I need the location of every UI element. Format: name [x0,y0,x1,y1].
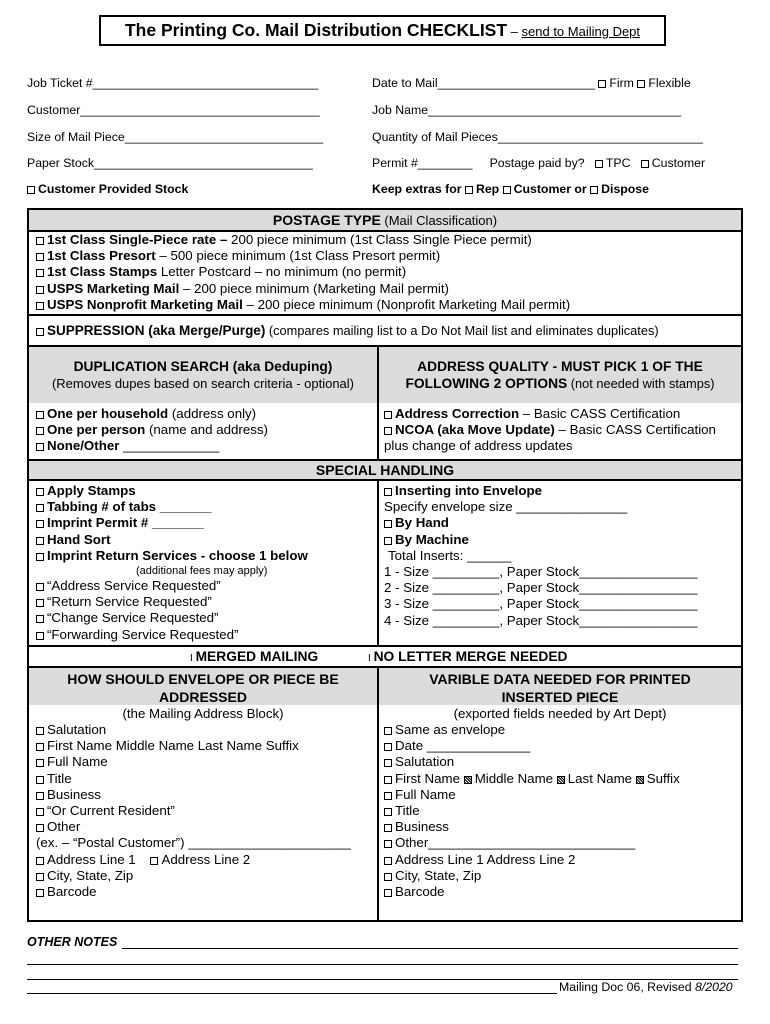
checkbox-icon[interactable] [384,808,392,816]
no-merge-option[interactable]: I NO LETTER MERGE NEEDED [368,649,568,664]
checkbox-icon[interactable] [465,186,473,194]
checkbox-icon[interactable] [384,488,392,496]
address-quality-option[interactable]: NCOA (aka Move Update) – Basic CASS Certification [384,422,716,438]
variable-field-option[interactable]: Salutation [384,754,680,770]
checkbox-icon[interactable] [384,873,392,881]
return-service-option[interactable]: “Forwarding Service Requested” [36,627,308,643]
divider [27,645,743,647]
special-option[interactable]: Apply Stamps [36,483,308,499]
merged-mailing-option[interactable]: I MERGED MAILING [190,649,319,664]
checkbox-icon[interactable] [36,824,44,832]
flexible-label: Flexible [648,76,691,90]
dedup-option[interactable]: One per person (name and address) [36,422,268,438]
checkbox-icon[interactable] [36,286,44,294]
checkbox-icon[interactable] [36,269,44,277]
insert-row[interactable]: 4 - Size _________, Paper Stock________________ [384,612,698,628]
address-quality-continuation: plus change of address updates [384,438,573,454]
checkbox-icon[interactable] [384,776,392,784]
firm-label: Firm [609,76,634,90]
dedup-option[interactable]: One per household (address only) [36,406,268,422]
address-field-option[interactable]: City, State, Zip [36,868,351,884]
checkbox-icon[interactable] [36,427,44,435]
checkbox-icon[interactable] [36,443,44,451]
checkbox-icon[interactable] [36,504,44,512]
notes-line[interactable] [27,993,557,994]
job-name-field[interactable]: Job Name_____________________________________ [372,103,682,117]
checkbox-icon[interactable] [36,302,44,310]
checkbox-icon[interactable] [384,537,392,545]
variable-field-option[interactable]: Same as envelope [384,722,680,738]
special-option[interactable]: Hand Sort [36,532,308,548]
addressed-title: HOW SHOULD ENVELOPE OR PIECE BE [67,671,339,687]
rep-label: Rep [475,182,500,196]
checkbox-icon[interactable] [384,857,392,865]
divider [27,479,743,481]
other-notes-label: OTHER NOTES [27,935,118,949]
by-hand-option[interactable]: By Hand [384,515,697,531]
job-ticket-field[interactable]: Job Ticket #_________________________________ [27,76,319,90]
addressed-list [36,722,351,900]
dedup-header [29,347,377,403]
checkbox-icon[interactable] [36,411,44,419]
permit-field[interactable]: Permit #________ [372,156,473,170]
page-title: The Printing Co. Mail Distribution CHECKLIST [124,20,508,40]
customer-provided-stock-option[interactable] [27,182,188,196]
checkbox-icon[interactable] [36,253,44,261]
addressed-header [29,668,377,705]
variable-header [379,668,741,705]
checkbox-icon[interactable] [384,824,392,832]
variable-title-2: INSERTED PIECE [501,689,619,705]
checkbox-icon[interactable] [590,186,598,194]
variable-address-options[interactable]: Address Line 1 Address Line 2 [384,852,680,868]
customer-option-label: Customer [651,156,706,170]
variable-field-option[interactable]: Barcode [384,884,680,900]
checkbox-icon[interactable] [36,776,44,784]
special-left-list [36,483,308,643]
keep-extras-label: Keep extras for [372,182,462,196]
dedup-subtitle: (Removes dupes based on search criteria - optional) [51,376,355,391]
address-field-option[interactable]: Full Name [36,754,351,770]
envelope-size-field[interactable]: Specify envelope size _______________ [384,499,628,515]
checkbox-icon[interactable] [36,553,44,561]
checkbox-icon[interactable] [384,759,392,767]
dispose-label: Dispose [601,182,649,196]
size-of-mail-piece-field[interactable]: Size of Mail Piece_____________________________ [27,130,324,144]
by-machine-option[interactable]: By Machine [384,532,697,548]
return-service-option[interactable]: “Change Service Requested” [36,610,308,626]
subtitle-text: send to Mailing Dept [521,24,641,39]
fees-note: (additional fees may apply) [136,565,268,578]
addressed-title-2: ADDRESSED [159,689,247,705]
date-to-mail-field[interactable]: Date to Mail_______________________ [372,76,595,90]
address-quality-header [379,347,741,403]
doc-footer [559,980,733,994]
date-to-mail-row [372,76,691,90]
checkbox-icon[interactable] [36,537,44,545]
checkbox-icon[interactable] [641,160,649,168]
checkbox-icon[interactable] [384,727,392,735]
special-option[interactable]: Imprint Return Services - choose 1 below [36,548,308,564]
address-field-option[interactable]: Other [36,819,351,835]
checkbox-icon[interactable] [36,889,44,897]
postage-type-title: POSTAGE TYPE [272,212,381,228]
checkbox-icon[interactable] [36,759,44,767]
checkbox-icon[interactable] [36,488,44,496]
checkbox-icon[interactable] [595,160,603,168]
customer-or-label: Customer or [513,182,587,196]
postage-type-subtitle: (Mail Classification) [380,213,498,228]
postage-option[interactable]: USPS Nonprofit Marketing Mail – 200 piece minimum (Nonprofit Marketing Mail permit) [36,297,570,313]
title-dash: – [507,24,522,39]
address-quality-option[interactable]: Address Correction – Basic CASS Certification [384,406,716,422]
insert-row[interactable]: 3 - Size _________, Paper Stock________________ [384,596,698,612]
postage-type-header [29,210,741,230]
address-quality-list [384,406,716,455]
checkbox-checked-icon[interactable] [464,776,472,784]
checkbox-icon[interactable] [150,857,158,865]
checkbox-icon[interactable] [36,743,44,751]
checkbox-icon[interactable] [36,632,44,640]
address-line-options[interactable]: Address Line 1 Address Line 2 [36,852,351,868]
divider [27,314,743,316]
variable-other-field[interactable]: Other____________________________ [384,835,680,851]
insert-row[interactable]: 1 - Size _________, Paper Stock________________ [384,564,698,580]
customer-field[interactable]: Customer___________________________________ [27,103,320,117]
suppression-option[interactable]: SUPPRESSION (aka Merge/Purge) (compares mailing list to a Do Not Mail list and eliminates duplicates) [36,323,659,339]
permit-row [372,156,705,170]
checkbox-icon[interactable] [36,808,44,816]
notes-line[interactable] [27,964,738,965]
checkbox-icon[interactable] [36,857,44,865]
checkbox-icon[interactable] [384,743,392,751]
special-handling-header: SPECIAL HANDLING [29,461,741,479]
return-service-option[interactable]: “Return Service Requested” [36,594,308,610]
insert-row[interactable]: 2 - Size _________, Paper Stock________________ [384,580,698,596]
revised-date: 8/2020 [695,980,733,994]
checkbox-icon[interactable] [27,186,35,194]
total-inserts-field[interactable]: Total Inserts: ______ [388,547,512,563]
checkbox-icon[interactable] [384,427,392,435]
notes-line[interactable] [122,948,738,949]
address-field-option[interactable]: Salutation [36,722,351,738]
variable-list [384,722,680,900]
special-right-list [384,483,697,629]
checkbox-icon[interactable] [36,237,44,245]
variable-field-option[interactable]: Business [384,819,680,835]
variable-field-option[interactable]: City, State, Zip [384,868,680,884]
checkbox-icon[interactable] [503,186,511,194]
paper-stock-field[interactable]: Paper Stock________________________________ [27,156,313,170]
customer-provided-stock-label: Customer Provided Stock [38,182,189,196]
dedup-option[interactable]: None/Other _____________ [36,438,268,454]
checkbox-icon[interactable] [36,873,44,881]
variable-subtitle: (exported fields needed by Art Dept) [453,706,667,721]
special-option[interactable]: Tabbing # of tabs _______ [36,499,308,515]
title-subtitle [522,24,641,39]
checkbox-icon[interactable] [36,727,44,735]
checkbox-icon[interactable] [598,80,606,88]
address-field-option[interactable]: Business [36,787,351,803]
addressed-subtitle: (the Mailing Address Block) [122,706,284,721]
checkbox-icon[interactable] [36,792,44,800]
doc-id: Mailing Doc 06, Revised [559,980,692,994]
checkbox-icon[interactable] [36,328,44,336]
title-box [99,15,666,46]
dedup-list [36,406,268,455]
dedup-title: DUPLICATION SEARCH (aka Deduping) [73,359,333,374]
variable-field-option[interactable]: Full Name [384,787,680,803]
marker-icon: I [368,653,374,664]
address-field-option[interactable]: Title [36,771,351,787]
checkbox-icon[interactable] [384,411,392,419]
variable-name-options[interactable]: First Name Middle Name Last Name Suffix [384,771,680,787]
keep-extras-row [372,182,649,196]
postage-option[interactable]: 1st Class Single-Piece rate – 200 piece minimum (1st Class Single Piece permit) [36,232,570,248]
return-service-option[interactable]: “Address Service Requested” [36,578,308,594]
postage-option[interactable]: 1st Class Stamps Letter Postcard – no minimum (no permit) [36,264,570,280]
checkbox-icon[interactable] [36,583,44,591]
checkbox-icon[interactable] [36,599,44,607]
checkbox-icon[interactable] [384,792,392,800]
marker-icon: I [190,653,196,664]
postage-list [36,232,570,313]
checkbox-icon[interactable] [384,840,392,848]
variable-field-option[interactable]: Title [384,803,680,819]
checkbox-checked-icon[interactable] [636,776,644,784]
address-field-option[interactable]: First Name Middle Name Last Name Suffix [36,738,351,754]
divider [377,479,379,645]
address-field-option[interactable]: “Or Current Resident” [36,803,351,819]
divider [377,347,379,460]
address-field-option[interactable]: Barcode [36,884,351,900]
address-quality-title-2: FOLLOWING 2 OPTIONS (not needed with stamps) [405,376,715,391]
address-quality-title: ADDRESS QUALITY - MUST PICK 1 OF THE [417,359,703,374]
checkbox-icon[interactable] [384,889,392,897]
checkbox-icon[interactable] [36,520,44,528]
checkbox-icon[interactable] [384,520,392,528]
postage-option[interactable]: USPS Marketing Mail – 200 piece minimum (Marketing Mail permit) [36,281,570,297]
variable-title: VARIBLE DATA NEEDED FOR PRINTED [429,671,691,687]
checkbox-icon[interactable] [36,615,44,623]
checkbox-icon[interactable] [637,80,645,88]
checkbox-checked-icon[interactable] [557,776,565,784]
tpc-label: TPC [605,156,631,170]
inserting-option[interactable]: Inserting into Envelope [384,483,697,499]
postage-paid-by-label: Postage paid by? [489,156,585,170]
example-field[interactable]: (ex. – “Postal Customer”) ______________________ [36,835,351,851]
special-option[interactable]: Imprint Permit # _______ [36,515,308,531]
postage-option[interactable]: 1st Class Presort – 500 piece minimum (1st Class Presort permit) [36,248,570,264]
variable-field-option[interactable]: Date ______________ [384,738,680,754]
quantity-field[interactable]: Quantity of Mail Pieces______________________________ [372,130,703,144]
